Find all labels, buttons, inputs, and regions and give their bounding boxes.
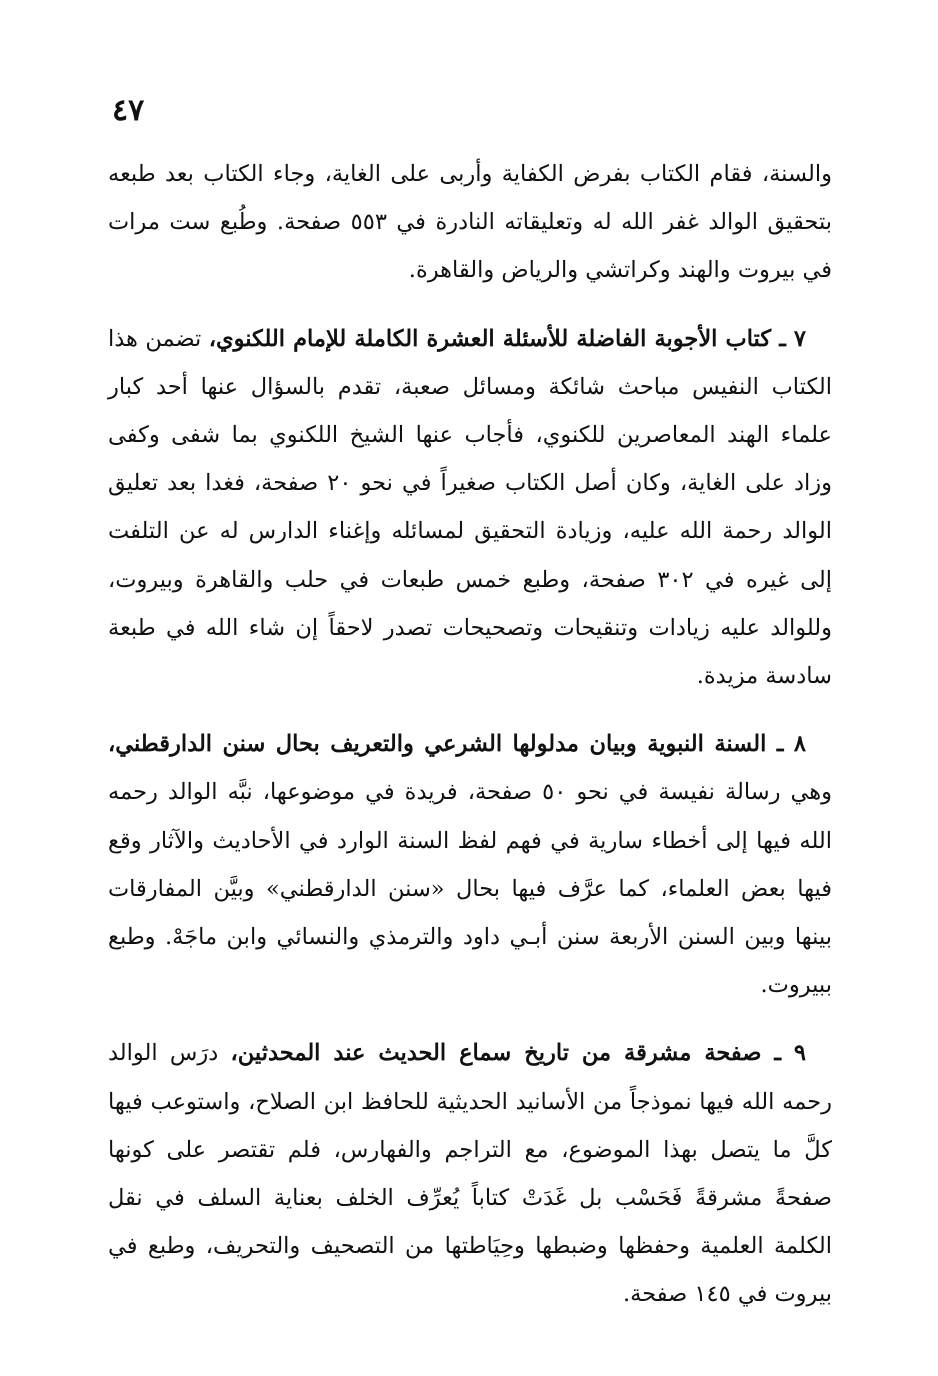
- paragraph-text: تضمن هذا الكتاب النفيس مباحث شائكة ومسائل صعبة، تقدم بالسؤال عنها أحد كبار علماء الهند المعاصرين للكنوي، فأجاب عنها الشيخ اللكنوي بما شفى وكفى وزاد على الغاية، وكان أصل الكتاب صغيراً في نحو ٢٠ صفحة، فغدا بعد تعليق الوالد رحمة الله عليه، وزيادة التحقيق لمسائله وإغناء الدارس له عن التلفت إلى غيره في ٣٠٢ صفحة، وطبع خمس طبعات في حلب والقاهرة وبيروت، وللوالد عليه زيادات وتنقيحات وتصحيحات تصدر لاحقاً إن شاء الله في طبعة سادسة مزيدة.: [108, 325, 832, 690]
- body-text: [108, 150, 832, 1339]
- paragraph-item-7: [108, 315, 832, 701]
- paragraph-continuation: [108, 150, 832, 295]
- paragraph-text: درَس الوالد رحمه الله فيها نموذجاً من الأسانيد الحديثية للحافظ ابن الصلاح، واستوعب فيها كلَّ ما يتصل بهذا الموضوع، مع التراجم والفهارس، فلم تقتصر على كونها صفحةً مشرقةً فَحَسْب بل غَدَتْ كتاباً يُعرِّف الخلف بعناية السلف في نقل الكلمة العلمية وحفظها وضبطها وحِيَاطتها من التصحيف والتحريف، وطبع في بيروت في ١٤٥ صفحة.: [108, 1040, 832, 1308]
- item-heading: ٧ ـ كتاب الأجوبة الفاضلة للأسئلة العشرة الكاملة للإمام اللكنوي،: [208, 325, 807, 352]
- paragraph-item-9: [108, 1029, 832, 1318]
- paragraph-text: وهي رسالة نفيسة في نحو ٥٠ صفحة، فريدة في موضوعها، نبَّه الوالد رحمه الله فيها إلى أخطاء سارية في فهم لفظ السنة الوارد في الأحاديث والآثار وقع فيها بعض العلماء، كما عرَّف فيها بحال «سنن الدارقطني» وبيَّن المفارقات بينها وبين السنن الأربعة سنن أبـي داود والترمذي والنسائي وابن ماجَهْ. وطبع ببيروت.: [108, 779, 832, 999]
- page-number: ٤٧: [112, 93, 145, 128]
- item-heading: ٨ ـ السنة النبوية وبيان مدلولها الشرعي والتعريف بحال سنن الدارقطني،: [108, 731, 806, 758]
- paragraph-item-8: [108, 720, 832, 1009]
- item-heading: ٩ ـ صفحة مشرقة من تاريخ سماع الحديث عند المحدثين،: [230, 1040, 807, 1067]
- paragraph-text: والسنة، فقام الكتاب بفرض الكفاية وأربى على الغاية، وجاء الكتاب بعد طبعه بتحقيق الوالد غفر الله له وتعليقاته النادرة في ٥٥٣ صفحة. وطُبع ست مرات في بيروت والهند وكراتشي والرياض والقاهرة.: [108, 161, 832, 284]
